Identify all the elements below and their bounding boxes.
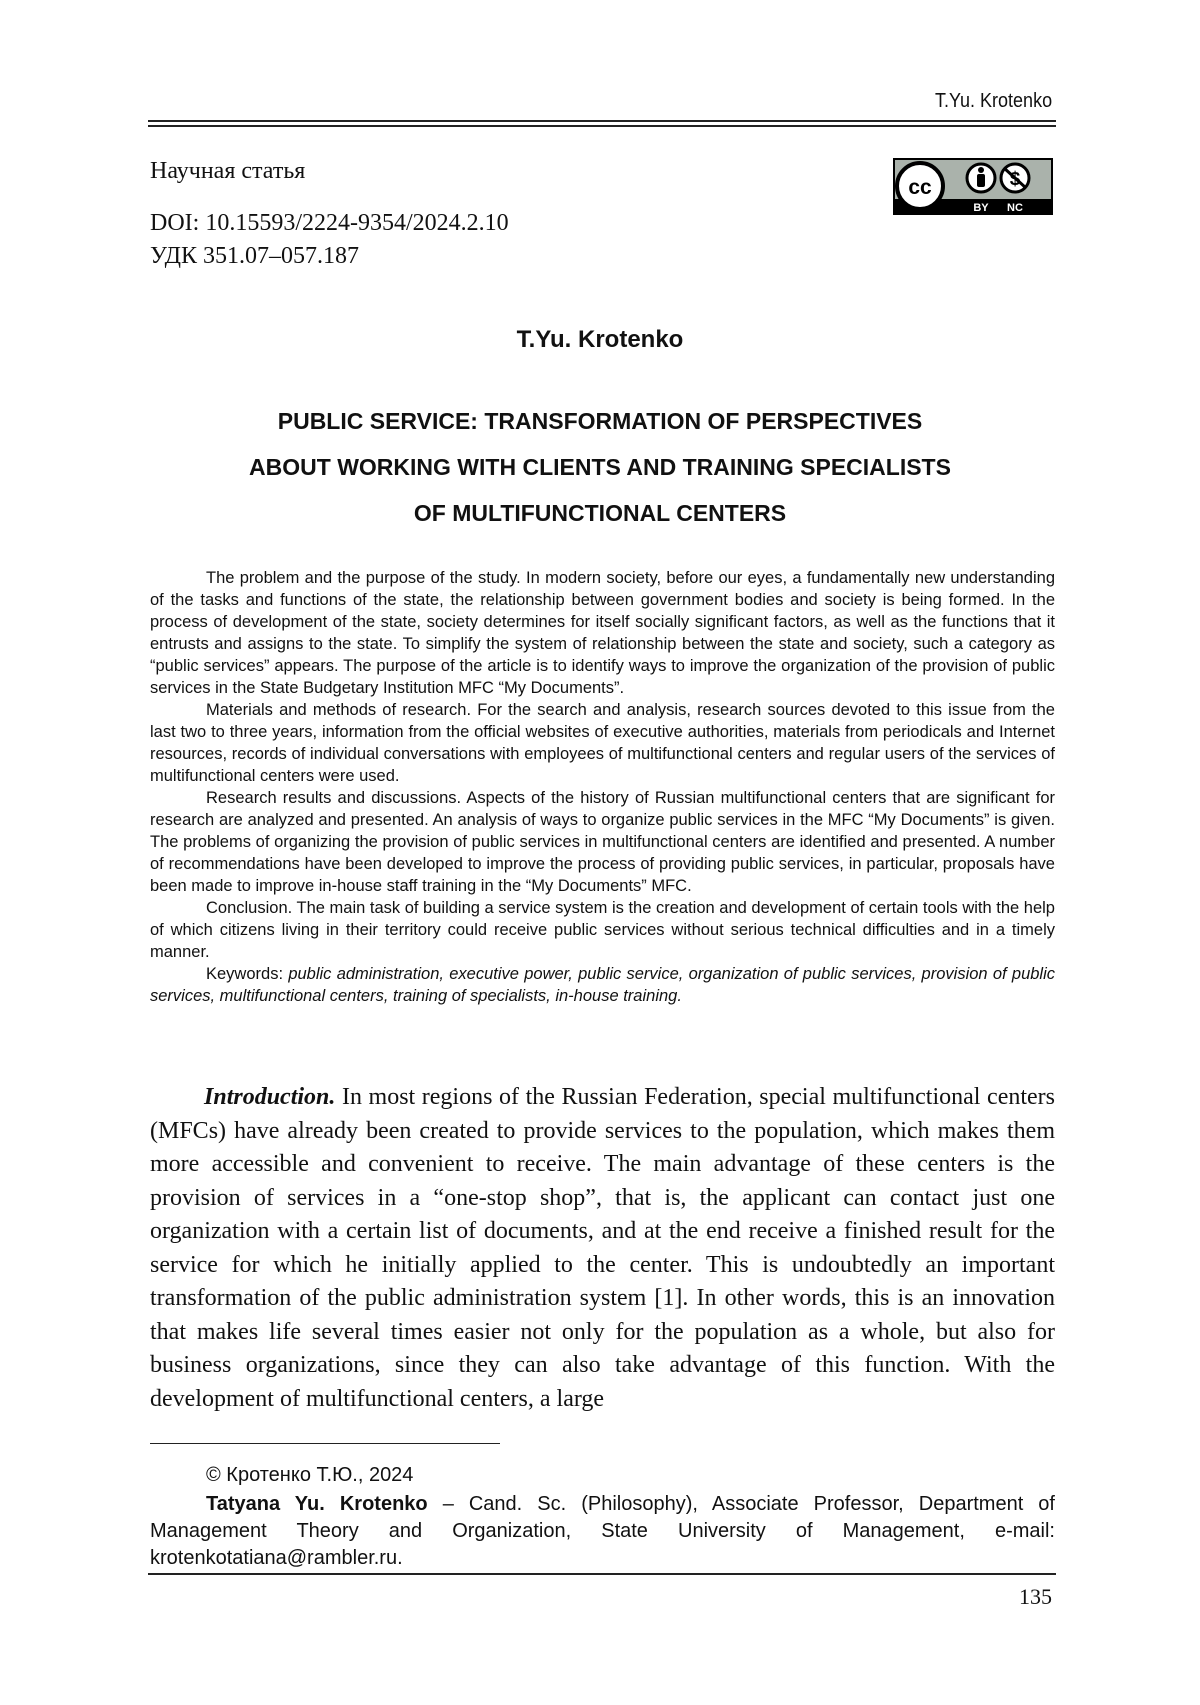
footnote xyxy=(150,1462,1055,1572)
footer-rule xyxy=(148,1573,1056,1575)
abstract-conclusion: Conclusion. The main task of building a service system is the creation and development of certain tools with the help of which citizens living in their territory could receive public services without serious technical difficulties and in a timely manner. xyxy=(150,897,1055,963)
footnote-rule xyxy=(150,1443,500,1444)
article-title xyxy=(0,398,1200,536)
journal-page xyxy=(0,0,1200,1705)
udk-code: УДК 351.07–057.187 xyxy=(150,243,359,270)
introduction xyxy=(150,1081,1055,1416)
footnote-author-name: Tatyana Yu. Krotenko xyxy=(206,1493,428,1515)
page-number: 135 xyxy=(1019,1584,1052,1610)
cc-logo-text: cc xyxy=(908,176,932,199)
article-author: T.Yu. Krotenko xyxy=(0,326,1200,354)
running-head: T.Yu. Krotenko xyxy=(935,90,1052,113)
keywords-list: public administration, executive power, public service, organization of public services, provision of public services, multifunctional centers, training of specialists, in-house training. xyxy=(150,965,1055,1005)
abstract xyxy=(150,567,1055,1007)
title-line: OF MULTIFUNCTIONAL CENTERS xyxy=(0,490,1200,536)
intro-text: In most regions of the Russian Federation, special multifunctional centers (MFCs) have already been created to provide services to the population, which makes them more accessible and convenient to receive. The main advantage of these centers is the provision of services in a “one-stop shop”, that is, the applicant can contact just one organization with a certain list of documents, and at the end receive a finished result for the service for which he initially applied to the center. This is undoubtedly an important transformation of the public administration system [1]. In other words, this is an innovation that makes life several times easier not only for the population as a whole, but also for business organizations, since they can also take advantage of this function. With the development of multifunctional centers, a large xyxy=(150,1084,1055,1412)
nc-label: NC xyxy=(1007,202,1023,214)
abstract-methods: Materials and methods of research. For the search and analysis, research sources devoted to this issue from the last two to three years, information from the official websites of executive authorities, materials from periodicals and Internet resources, records of individual conversations with employees of multifunctional centers and regular users of the services of multifunctional centers were used. xyxy=(150,699,1055,787)
cc-by-nc-license-icon xyxy=(893,158,1053,215)
intro-heading: Introduction. xyxy=(204,1084,335,1110)
abstract-keywords xyxy=(150,963,1055,1007)
abstract-problem: The problem and the purpose of the study. In modern society, before our eyes, a fundamentally new understanding of the tasks and functions of the state, the relationship between government bodies and society is being formed. In the process of development of the state, society determines for itself socially significant factors, as well as the functions that it entrusts and assigns to the state. To simplify the system of relationship between the state and society, such a category as “public services” appears. The purpose of the article is to identify ways to improve the organization of the provision of public services in the State Budgetary Institution MFC “My Documents”. xyxy=(150,567,1055,699)
abstract-results: Research results and discussions. Aspects of the history of Russian multifunctional centers that are significant for research are analyzed and presented. An analysis of ways to organize public services in the MFC “My Documents” is given. The problems of organizing the provision of public services in multifunctional centers are identified and presented. A number of recommendations have been developed to improve the process of providing public services, in particular, proposals have been made to improve in-house staff training in the “My Documents” MFC. xyxy=(150,787,1055,897)
doi: DOI: 10.15593/2224-9354/2024.2.10 xyxy=(150,210,509,237)
footnote-author-details: – Cand. Sc. (Philosophy), Associate Professor, Department of Management Theory and Organization, State University of Management, e-mail: krotenkotatiana@rambler.ru. xyxy=(150,1493,1055,1569)
article-type: Научная статья xyxy=(150,158,305,185)
footnote-copyright: © Кротенко Т.Ю., 2024 xyxy=(150,1462,1055,1489)
header-double-rule xyxy=(148,120,1056,127)
intro-paragraph xyxy=(150,1081,1055,1416)
by-label: BY xyxy=(973,202,989,214)
keywords-label: Keywords: xyxy=(206,965,288,983)
title-line: PUBLIC SERVICE: TRANSFORMATION OF PERSPECTIVES xyxy=(0,398,1200,444)
title-line: ABOUT WORKING WITH CLIENTS AND TRAINING SPECIALISTS xyxy=(0,444,1200,490)
footnote-author-info xyxy=(150,1491,1055,1572)
